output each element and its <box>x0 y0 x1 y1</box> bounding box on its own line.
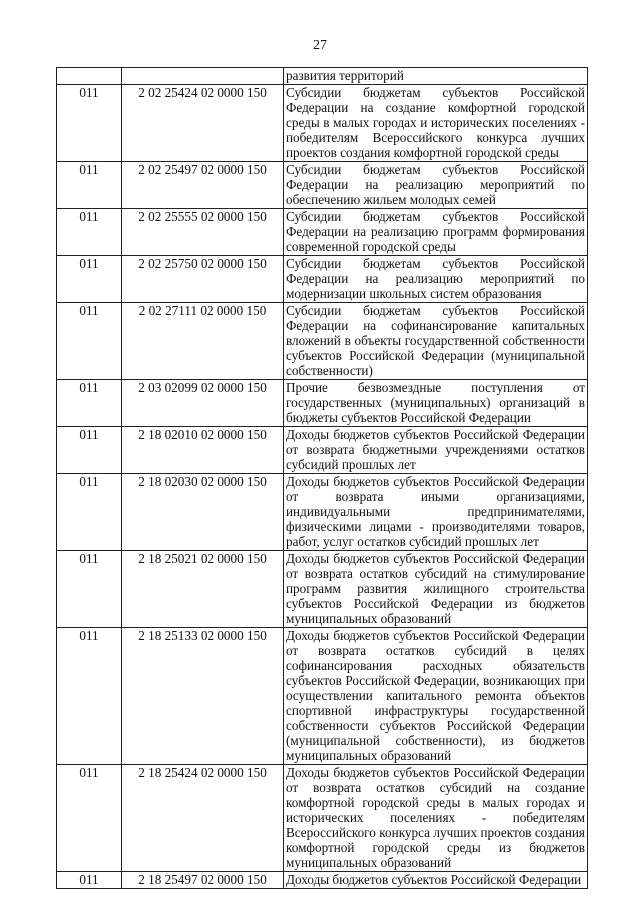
admin-code-cell: 011 <box>57 85 122 162</box>
budget-code-cell: 2 18 02010 02 0000 150 <box>122 427 284 474</box>
admin-code-cell: 011 <box>57 551 122 628</box>
budget-codes-table <box>56 67 588 889</box>
table-row <box>57 628 588 765</box>
table-row <box>57 872 588 889</box>
admin-code-cell <box>57 68 122 85</box>
description-cell: Доходы бюджетов субъектов Российской Федерации от возврата иными организациями, индивидуальными предпринимателями, физическими лицами - производителями товаров, работ, услуг остатков субсидий прошлых лет <box>284 474 588 551</box>
budget-code-cell <box>122 68 284 85</box>
admin-code-cell: 011 <box>57 474 122 551</box>
table-row <box>57 765 588 872</box>
admin-code-cell: 011 <box>57 427 122 474</box>
description-cell: Доходы бюджетов субъектов Российской Федерации от возврата остатков субсидий на стимулирование программ развития жилищного строительства субъектов Российской Федерации из бюджетов муниципальных образований <box>284 551 588 628</box>
description-cell: Субсидии бюджетам субъектов Российской Федерации на создание комфортной городской среды в малых городах и исторических поселениях - победителям Всероссийского конкурса лучших проектов создания комфортной городской среды <box>284 85 588 162</box>
budget-code-cell: 2 02 25750 02 0000 150 <box>122 256 284 303</box>
description-cell: Субсидии бюджетам субъектов Российской Федерации на софинансирование капитальных вложений в объекты государственной собственности субъектов Российской Федерации (муниципальной собственности) <box>284 303 588 380</box>
budget-code-cell: 2 02 25555 02 0000 150 <box>122 209 284 256</box>
admin-code-cell: 011 <box>57 209 122 256</box>
description-cell: развития территорий <box>284 68 588 85</box>
table-row <box>57 85 588 162</box>
admin-code-cell: 011 <box>57 380 122 427</box>
table-row <box>57 68 588 85</box>
admin-code-cell: 011 <box>57 765 122 872</box>
budget-code-cell: 2 18 25424 02 0000 150 <box>122 765 284 872</box>
description-cell: Доходы бюджетов субъектов Российской Федерации <box>284 872 588 889</box>
table-row <box>57 474 588 551</box>
description-cell: Прочие безвозмездные поступления от государственных (муниципальных) организаций в бюджеты субъектов Российской Федерации <box>284 380 588 427</box>
table-row <box>57 427 588 474</box>
table-row <box>57 303 588 380</box>
budget-code-cell: 2 18 02030 02 0000 150 <box>122 474 284 551</box>
table-row <box>57 551 588 628</box>
table-row <box>57 209 588 256</box>
table-row <box>57 380 588 427</box>
budget-code-cell: 2 03 02099 02 0000 150 <box>122 380 284 427</box>
table-row <box>57 162 588 209</box>
budget-code-cell: 2 02 25424 02 0000 150 <box>122 85 284 162</box>
admin-code-cell: 011 <box>57 628 122 765</box>
budget-code-cell: 2 18 25021 02 0000 150 <box>122 551 284 628</box>
budget-code-cell: 2 02 25497 02 0000 150 <box>122 162 284 209</box>
page-number: 27 <box>313 38 327 53</box>
description-cell: Доходы бюджетов субъектов Российской Федерации от возврата остатков субсидий на создание комфортной городской среды в малых городах и исторических поселениях - победителям Всероссийского конкурса лучших проектов создания комфортной городской среды из бюджетов муниципальных образований <box>284 765 588 872</box>
description-cell: Доходы бюджетов субъектов Российской Федерации от возврата остатков субсидий в целях софинансирования расходных обязательств субъектов Российской Федерации, возникающих при осуществлении капитального ремонта объектов спортивной инфраструктуры государственной собственности субъектов Российской Федерации (муниципальной собственности), из бюджетов муниципальных образований <box>284 628 588 765</box>
admin-code-cell: 011 <box>57 162 122 209</box>
description-cell: Субсидии бюджетам субъектов Российской Федерации на реализацию мероприятий по модернизации школьных систем образования <box>284 256 588 303</box>
admin-code-cell: 011 <box>57 872 122 889</box>
admin-code-cell: 011 <box>57 256 122 303</box>
budget-code-cell: 2 02 27111 02 0000 150 <box>122 303 284 380</box>
description-cell: Субсидии бюджетам субъектов Российской Федерации на реализацию программ формирования современной городской среды <box>284 209 588 256</box>
table-row <box>57 256 588 303</box>
admin-code-cell: 011 <box>57 303 122 380</box>
budget-code-cell: 2 18 25497 02 0000 150 <box>122 872 284 889</box>
budget-code-cell: 2 18 25133 02 0000 150 <box>122 628 284 765</box>
description-cell: Доходы бюджетов субъектов Российской Федерации от возврата бюджетными учреждениями остатков субсидий прошлых лет <box>284 427 588 474</box>
description-cell: Субсидии бюджетам субъектов Российской Федерации на реализацию мероприятий по обеспечению жильем молодых семей <box>284 162 588 209</box>
